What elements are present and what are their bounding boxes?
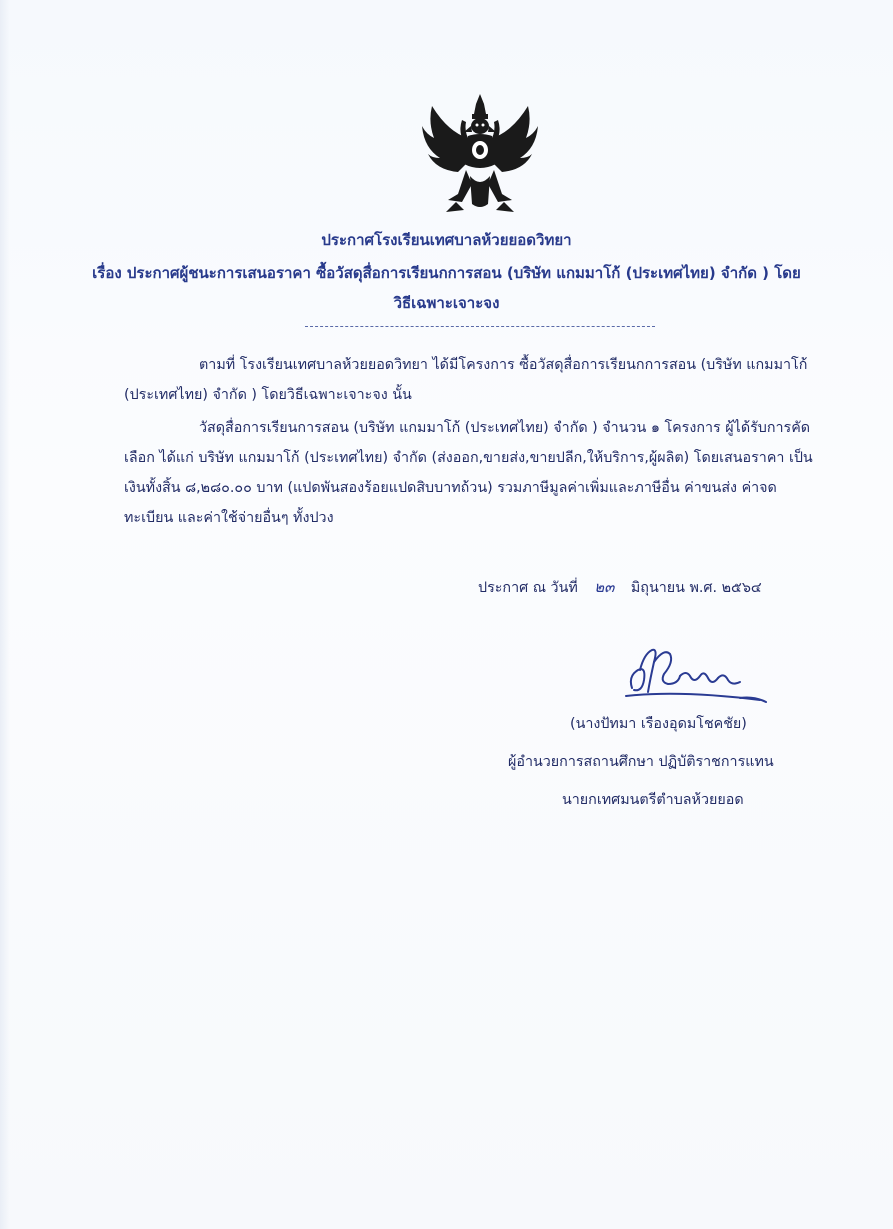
dashed-divider xyxy=(305,326,655,327)
paragraph-line: วัสดุสื่อการเรียนการสอน (บริษัท แกมมาโก้ (ประเทศไทย) จำกัด ) จำนวน ๑ โครงการ ผู้ได้รับการคัด xyxy=(199,420,811,436)
subject-line-continued: วิธีเฉพาะเจาะจง xyxy=(393,294,500,312)
handwritten-day: ๒๓ xyxy=(594,578,615,596)
subject-line: เรื่อง ประกาศผู้ชนะการเสนอราคา ซื้อวัสดุสื่อการเรียนกการสอน (บริษัท แกมมาโก้ (ประเทศไทย) จำกัด ) โดย xyxy=(92,264,801,282)
date-suffix: มิถุนายน พ.ศ. ๒๕๖๔ xyxy=(630,580,762,596)
paragraph-award xyxy=(124,413,840,533)
signatory-name: (นางปัทมา เรืองอุดมโชคชัย) xyxy=(570,716,747,732)
paragraph-line: เงินทั้งสิ้น ๘,๒๘๐.๐๐ บาท (แปดพันสองร้อยแปดสิบบาทถ้วน) รวมภาษีมูลค่าเพิ่มและภาษีอื่น ค่าขนส่ง ค่าจด xyxy=(124,480,777,496)
paragraph-intro xyxy=(124,350,840,410)
garuda-emblem-icon xyxy=(418,92,542,218)
paragraph-line: ทะเบียน และค่าใช้จ่ายอื่นๆ ทั้งปวง xyxy=(124,510,334,526)
date-prefix: ประกาศ ณ วันที่ xyxy=(478,580,578,596)
signatory-position: ผู้อำนวยการสถานศึกษา ปฏิบัติราชการแทน xyxy=(508,754,774,770)
announcement-date xyxy=(478,575,762,599)
paragraph-line: เลือก ได้แก่ บริษัท แกมมาโก้ (ประเทศไทย) จำกัด (ส่งออก,ขายส่ง,ขายปลีก,ให้บริการ,ผู้ผลิต) โดยเสนอราคา เป็น xyxy=(124,450,813,466)
announcement-title: ประกาศโรงเรียนเทศบาลห้วยยอดวิทยา xyxy=(321,231,572,249)
signatory-authority: นายกเทศมนตรีตำบลห้วยยอด xyxy=(562,792,744,808)
paragraph-line: (ประเทศไทย) จำกัด ) โดยวิธีเฉพาะเจาะจง นั้น xyxy=(124,387,412,403)
handwritten-signature xyxy=(620,640,770,712)
scan-edge xyxy=(0,0,10,1229)
paragraph-line: ตามที่ โรงเรียนเทศบาลห้วยยอดวิทยา ได้มีโครงการ ซื้อวัสดุสื่อการเรียนกการสอน (บริษัท แกมมาโก้ xyxy=(199,357,808,373)
